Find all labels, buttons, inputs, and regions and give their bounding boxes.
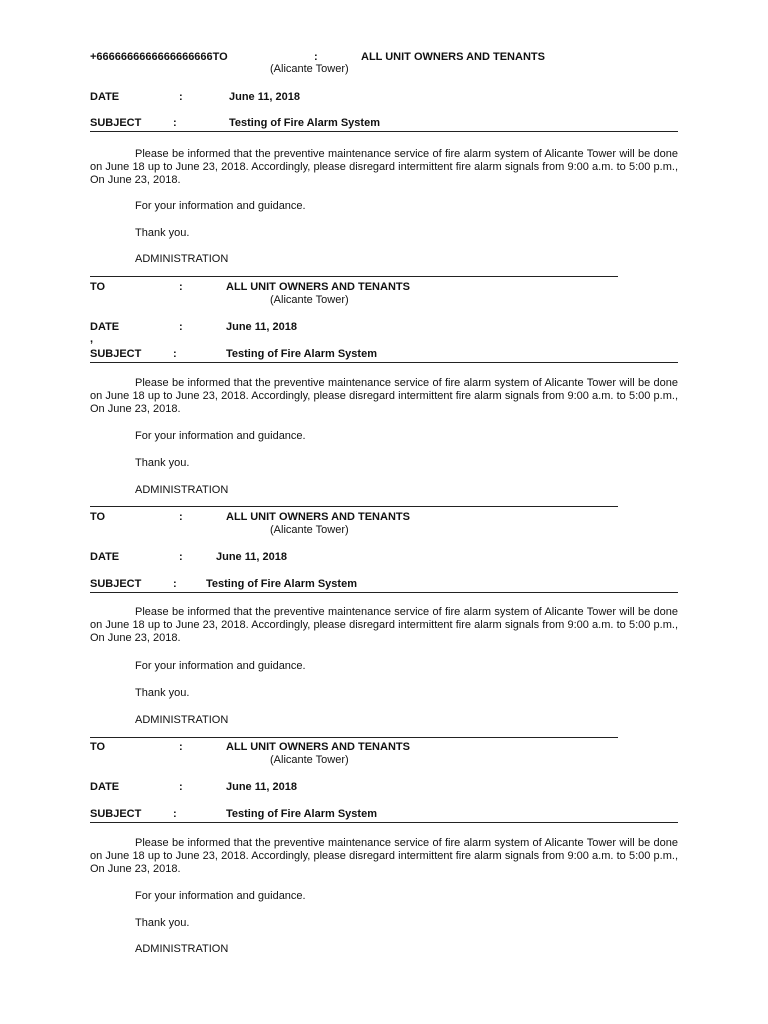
subject-label: SUBJECT bbox=[90, 578, 142, 590]
subject-label: SUBJECT bbox=[90, 348, 142, 360]
subject-rule bbox=[90, 592, 678, 593]
date-value: June 11, 2018 bbox=[216, 551, 287, 563]
signature-3: ADMINISTRATION bbox=[135, 714, 229, 726]
subject-colon: : bbox=[173, 578, 177, 590]
to-colon: : bbox=[314, 51, 318, 63]
signature-1: ADMINISTRATION bbox=[135, 253, 229, 265]
memo-separator bbox=[90, 276, 618, 277]
to-colon: : bbox=[179, 281, 183, 293]
subject-label: SUBJECT bbox=[90, 117, 142, 129]
memo-body: Please be informed that the preventive maintenance service of fire alarm system of Alicante Tower will be done on June 18 up to June 23, 2018. Accordingly, please disregard intermittent fire alarm signals from 9:00 a.m. to 5:00 p.m., On June 23, 2018. bbox=[90, 148, 678, 186]
memo-body: Please be informed that the preventive maintenance service of fire alarm system of Alicante Tower will be done on June 18 up to June 23, 2018. Accordingly, please disregard intermittent fire alarm signals from 9:00 a.m. to 5:00 p.m., On June 23, 2018. bbox=[90, 377, 678, 415]
to-subtitle: (Alicante Tower) bbox=[270, 63, 349, 75]
date-label: DATE bbox=[90, 551, 120, 563]
subject-colon: : bbox=[173, 348, 177, 360]
date-value: June 11, 2018 bbox=[229, 91, 300, 103]
thanks-line: Thank you. bbox=[135, 687, 190, 699]
signature-4: ADMINISTRATION bbox=[135, 943, 229, 955]
subject-rule bbox=[90, 131, 678, 132]
to-colon: : bbox=[179, 741, 183, 753]
date-value: June 11, 2018 bbox=[226, 321, 297, 333]
info-line: For your information and guidance. bbox=[135, 660, 306, 672]
info-line: For your information and guidance. bbox=[135, 430, 306, 442]
subject-rule bbox=[90, 362, 678, 363]
to-label: TO bbox=[90, 281, 106, 293]
to-subtitle: (Alicante Tower) bbox=[270, 754, 349, 766]
to-value: ALL UNIT OWNERS AND TENANTS bbox=[226, 281, 410, 293]
thanks-line: Thank you. bbox=[135, 227, 190, 239]
subject-colon: : bbox=[173, 808, 177, 820]
memo-separator bbox=[90, 737, 618, 738]
subject-value: Testing of Fire Alarm System bbox=[226, 808, 377, 820]
to-subtitle: (Alicante Tower) bbox=[270, 524, 349, 536]
date-colon: : bbox=[179, 91, 183, 103]
subject-value: Testing of Fire Alarm System bbox=[229, 117, 380, 129]
to-subtitle: (Alicante Tower) bbox=[270, 294, 349, 306]
to-value: ALL UNIT OWNERS AND TENANTS bbox=[361, 51, 545, 63]
memo-separator bbox=[90, 506, 618, 507]
subject-rule bbox=[90, 822, 678, 823]
thanks-line: Thank you. bbox=[135, 457, 190, 469]
memo-body: Please be informed that the preventive maintenance service of fire alarm system of Alicante Tower will be done on June 18 up to June 23, 2018. Accordingly, please disregard intermittent fire alarm signals from 9:00 a.m. to 5:00 p.m., On June 23, 2018. bbox=[90, 606, 678, 644]
subject-label: SUBJECT bbox=[90, 808, 142, 820]
date-colon: : bbox=[179, 781, 183, 793]
date-label: DATE bbox=[90, 781, 120, 793]
subject-value: Testing of Fire Alarm System bbox=[206, 578, 357, 590]
subject-value: Testing of Fire Alarm System bbox=[226, 348, 377, 360]
date-label: DATE bbox=[90, 321, 120, 333]
stray-comma: , bbox=[90, 333, 94, 345]
info-line: For your information and guidance. bbox=[135, 890, 306, 902]
memo-body: Please be informed that the preventive maintenance service of fire alarm system of Alicante Tower will be done on June 18 up to June 23, 2018. Accordingly, please disregard intermittent fire alarm signals from 9:00 a.m. to 5:00 p.m., On June 23, 2018. bbox=[90, 837, 678, 875]
signature-2: ADMINISTRATION bbox=[135, 484, 229, 496]
memo-1 bbox=[0, 0, 768, 239]
to-value: ALL UNIT OWNERS AND TENANTS bbox=[226, 741, 410, 753]
to-label: TO bbox=[90, 511, 106, 523]
date-value: June 11, 2018 bbox=[226, 781, 297, 793]
to-label: TO bbox=[90, 741, 106, 753]
to-colon: : bbox=[179, 511, 183, 523]
subject-colon: : bbox=[173, 117, 177, 129]
to-label: +6666666666666666666TO bbox=[90, 51, 228, 63]
date-colon: : bbox=[179, 321, 183, 333]
to-value: ALL UNIT OWNERS AND TENANTS bbox=[226, 511, 410, 523]
date-colon: : bbox=[179, 551, 183, 563]
date-label: DATE bbox=[90, 91, 120, 103]
thanks-line: Thank you. bbox=[135, 917, 190, 929]
info-line: For your information and guidance. bbox=[135, 200, 306, 212]
